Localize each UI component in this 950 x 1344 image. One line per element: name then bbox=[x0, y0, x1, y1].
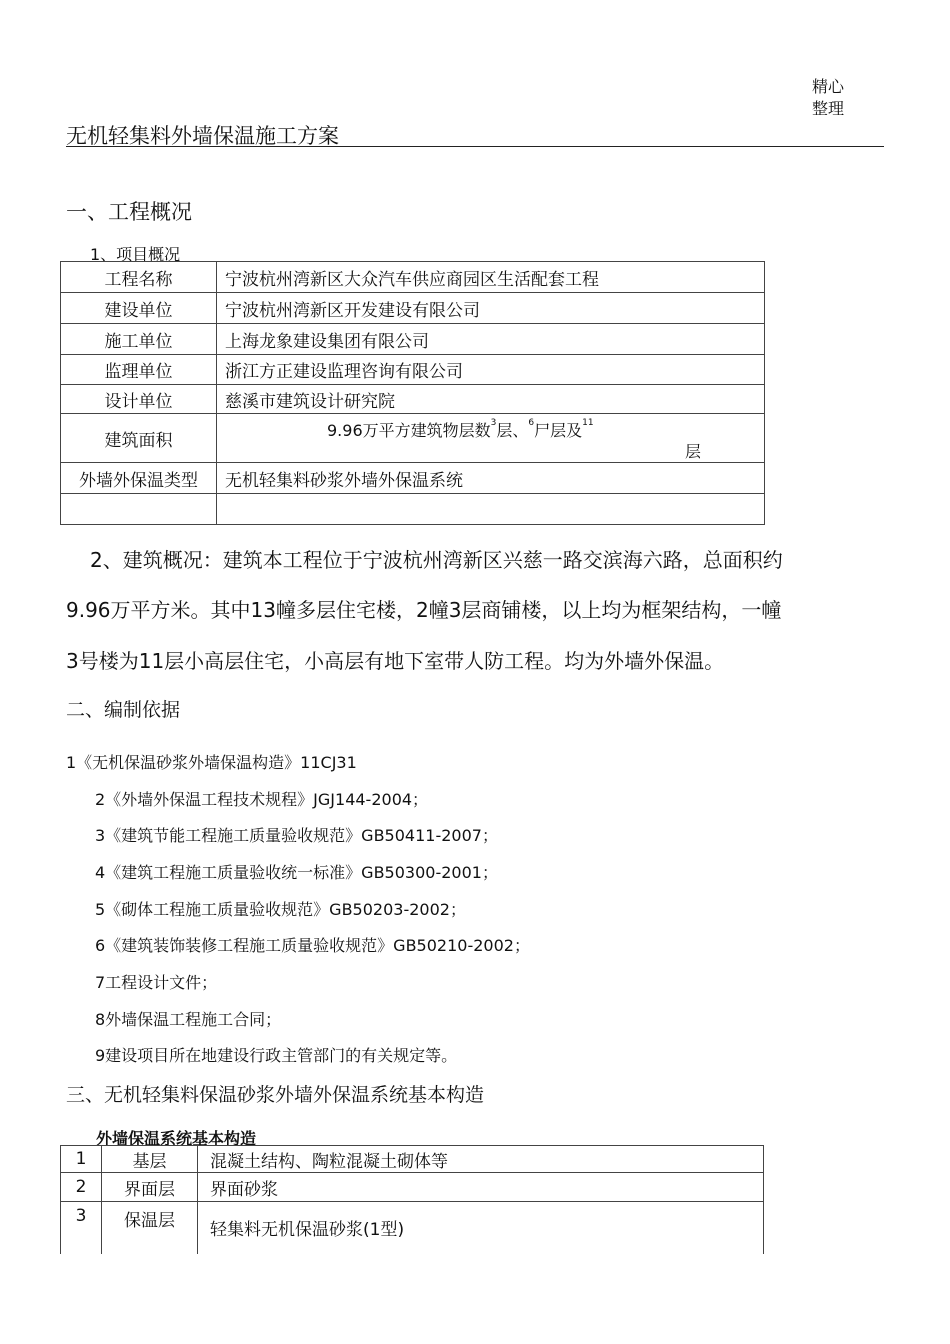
document-title: 无机轻集料外墙保温施工方案 bbox=[66, 124, 339, 148]
area-sup1: 3 bbox=[490, 418, 497, 428]
table-row bbox=[61, 1173, 764, 1202]
row-key: 外墙外保温类型 bbox=[61, 463, 217, 494]
row-key: 设计单位 bbox=[61, 385, 217, 414]
area-part2: 层、 bbox=[496, 421, 529, 440]
row-desc: 混凝土结构、陶粒混凝土砌体等 bbox=[198, 1146, 764, 1173]
row-key: 建筑面积 bbox=[61, 414, 217, 463]
row-key: 工程名称 bbox=[61, 262, 217, 293]
row-value: 宁波杭州湾新区开发建设有限公司 bbox=[217, 293, 765, 324]
row-layer: 保温层 bbox=[102, 1202, 198, 1254]
table-row bbox=[61, 385, 765, 414]
project-overview-table bbox=[60, 261, 765, 525]
reference-item: 5《砌体工程施工质量验收规范》GB50203-2002； bbox=[95, 900, 466, 919]
corner-note-line1: 精心 bbox=[812, 77, 845, 96]
row-key: 建设单位 bbox=[61, 293, 217, 324]
row-value: 无机轻集料砂浆外墙外保温系统 bbox=[217, 463, 765, 494]
structure-table-caption: 外墙保温系统基本构造 bbox=[96, 1129, 257, 1148]
section2-heading: 二、编制依据 bbox=[66, 699, 181, 721]
reference-item: 2《外墙外保温工程技术规程》JGJ144-2004； bbox=[95, 790, 429, 809]
area-sup3: 11 bbox=[582, 418, 594, 428]
reference-item: 6《建筑装饰装修工程施工质量验收规范》GB50210-2002； bbox=[95, 936, 530, 955]
corner-note-line2: 整理 bbox=[812, 99, 845, 118]
overview-paragraph-line2: 9.96万平方米。其中13幢多层住宅楼，2幢3层商铺楼，以上均为框架结构，一幢 bbox=[66, 598, 782, 622]
table-row-area bbox=[61, 414, 765, 463]
reference-item: 3《建筑节能工程施工质量验收规范》GB50411-2007； bbox=[95, 826, 498, 845]
row-desc: 界面砂浆 bbox=[198, 1173, 764, 1202]
table-row-empty bbox=[61, 494, 765, 525]
reference-item: 8外墙保温工程施工合同； bbox=[95, 1010, 282, 1029]
table-row bbox=[61, 293, 765, 324]
table-row bbox=[61, 1202, 764, 1254]
row-value: 上海龙象建设集团有限公司 bbox=[217, 324, 765, 355]
title-divider bbox=[66, 146, 884, 147]
table-row bbox=[61, 1146, 764, 1173]
row-value bbox=[217, 414, 765, 463]
row-layer: 基层 bbox=[102, 1146, 198, 1173]
structure-table bbox=[60, 1145, 764, 1254]
area-part1: 9.96万平方建筑物层数 bbox=[327, 421, 491, 440]
row-layer: 界面层 bbox=[102, 1173, 198, 1202]
reference-item: 7工程设计文件； bbox=[95, 973, 218, 992]
row-number: 2 bbox=[61, 1173, 102, 1202]
row-key bbox=[61, 494, 217, 525]
row-value: 慈溪市建筑设计研究院 bbox=[217, 385, 765, 414]
row-key: 监理单位 bbox=[61, 355, 217, 385]
section3-heading: 三、无机轻集料保温砂浆外墙外保温系统基本构造 bbox=[66, 1084, 485, 1106]
overview-paragraph-line1: 2、建筑概况：建筑本工程位于宁波杭州湾新区兴慈一路交滨海六路，总面积约 bbox=[90, 548, 783, 572]
table-row bbox=[61, 355, 765, 385]
section1-heading: 一、工程概况 bbox=[66, 200, 192, 224]
row-desc: 轻集料无机保温砂浆(1型) bbox=[198, 1202, 764, 1254]
area-text bbox=[327, 418, 594, 441]
row-number: 1 bbox=[61, 1146, 102, 1173]
project-overview-label: 1、项目概况 bbox=[90, 245, 181, 264]
row-value: 宁波杭州湾新区大众汽车供应商园区生活配套工程 bbox=[217, 262, 765, 293]
overview-paragraph-line3: 3号楼为11层小高层住宅，小高层有地下室带人防工程。均为外墙外保温。 bbox=[66, 649, 725, 673]
reference-item: 4《建筑工程施工质量验收统一标准》GB50300-2001； bbox=[95, 863, 498, 882]
corner-note bbox=[812, 76, 844, 120]
reference-item: 9建设项目所在地建设行政主管部门的有关规定等。 bbox=[95, 1046, 458, 1065]
row-number: 3 bbox=[61, 1202, 102, 1254]
area-part3: 尸层及 bbox=[534, 421, 583, 440]
reference-item: 1《无机保温砂浆外墙保温构造》11CJ31 bbox=[66, 753, 357, 772]
row-value: 浙江方正建设监理咨询有限公司 bbox=[217, 355, 765, 385]
area-sup2: 6 bbox=[528, 418, 535, 428]
table-row bbox=[61, 463, 765, 494]
area-text-line2: 层 bbox=[685, 442, 702, 461]
table-row bbox=[61, 262, 765, 293]
row-key: 施工单位 bbox=[61, 324, 217, 355]
table-row bbox=[61, 324, 765, 355]
row-value bbox=[217, 494, 765, 525]
